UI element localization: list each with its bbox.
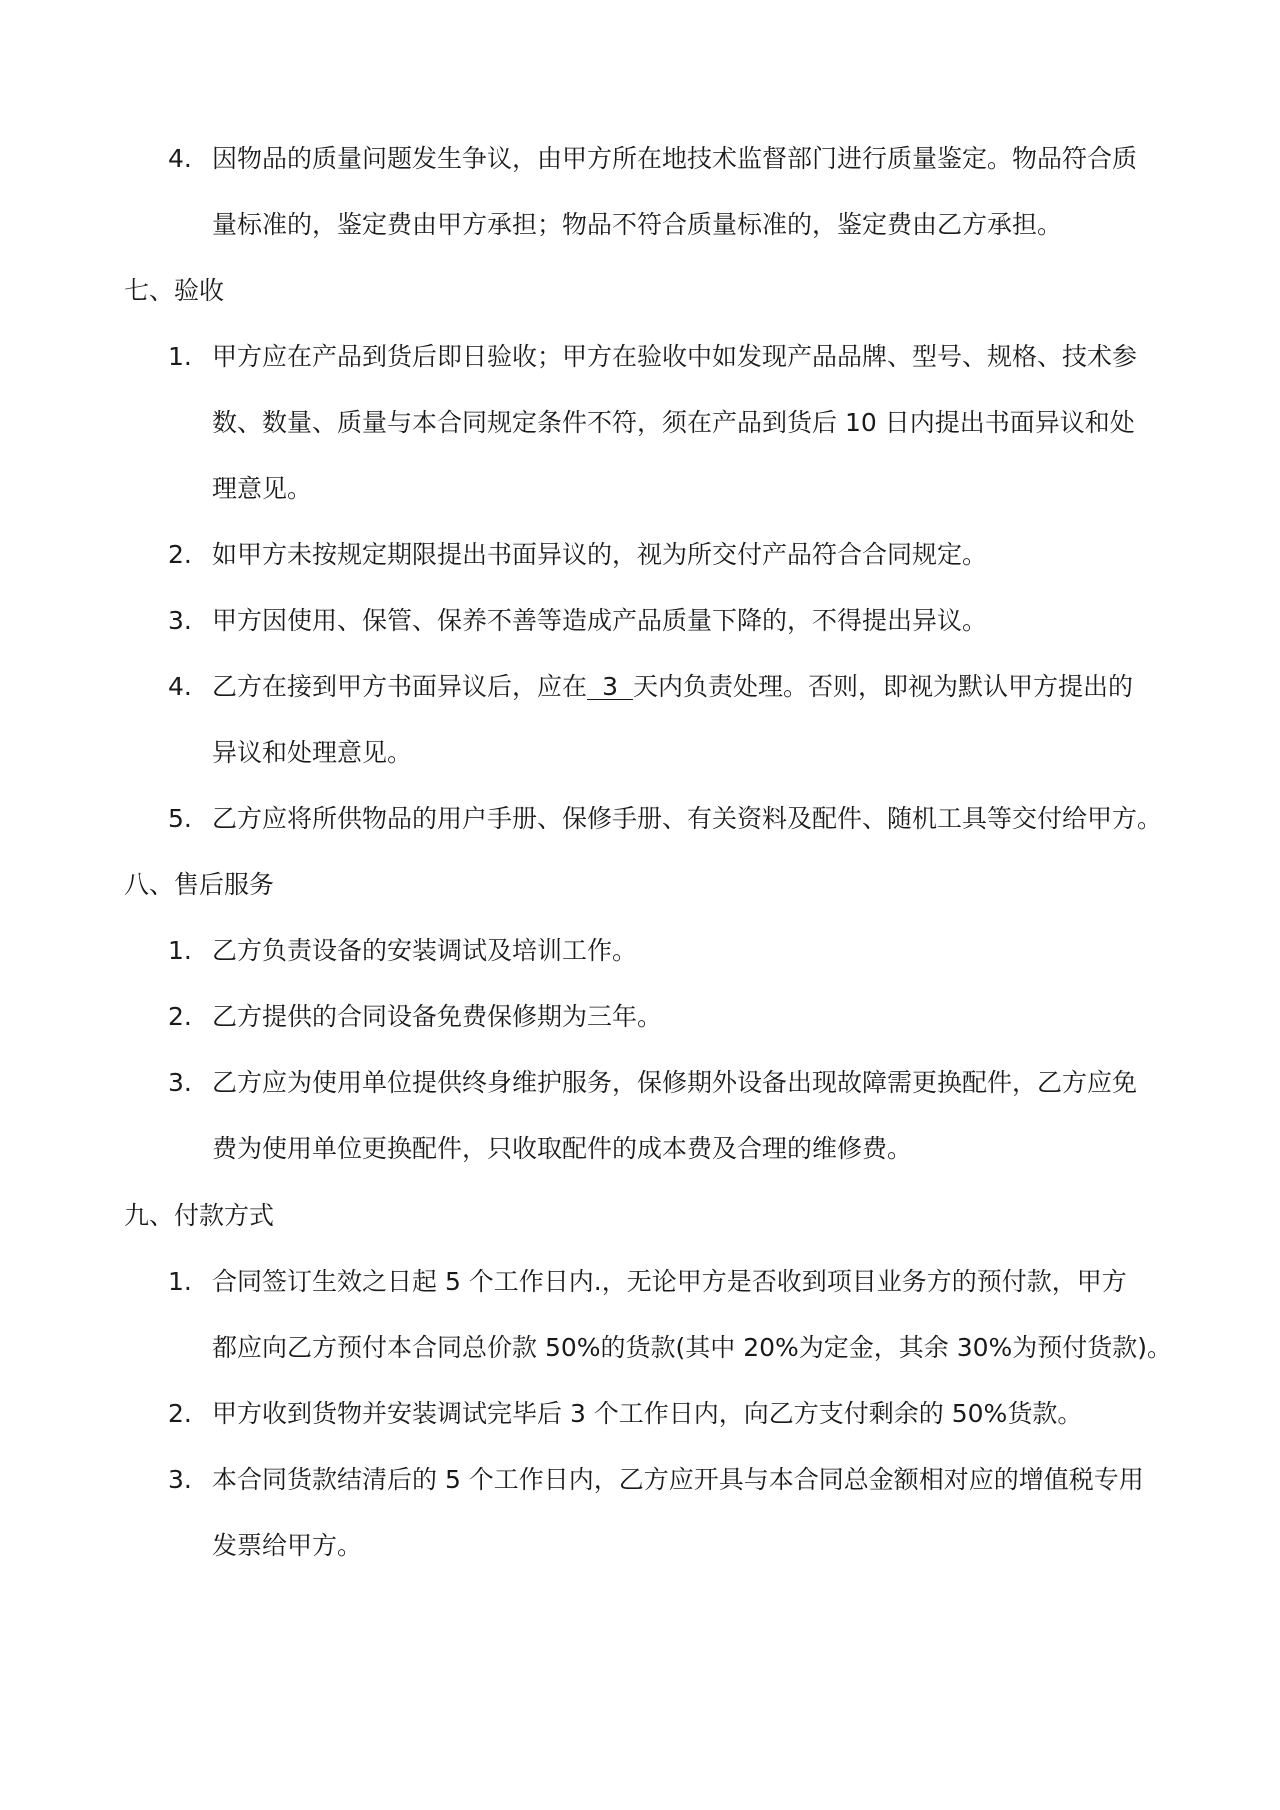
item-line: 都应向乙方预付本合同总价款 50%的货款(其中 20%为定金，其余 30%为预付货款)。 (212, 1333, 1173, 1362)
item-number: 2. (168, 540, 192, 569)
item-text (212, 918, 1212, 984)
item-line: 乙方应为使用单位提供终身维护服务，保修期外设备出现故障需更换配件，乙方应免 (212, 1068, 1138, 1097)
item-text (212, 1249, 1212, 1381)
item-number: 1. (168, 936, 192, 965)
item-line: 如甲方未按规定期限提出书面异议的，视为所交付产品符合合同规定。 (212, 540, 988, 569)
item-line: 发票给甲方。 (212, 1531, 363, 1560)
item-line: 量标准的，鉴定费由甲方承担；物品不符合质量标准的，鉴定费由乙方承担。 (212, 210, 1063, 239)
item-line: 本合同货款结清后的 5 个工作日内，乙方应开具与本合同总金额相对应的增值税专用 (212, 1465, 1144, 1494)
item-line: 乙方负责设备的安装调试及培训工作。 (212, 936, 638, 965)
item-line: 费为使用单位更换配件，只收取配件的成本费及合理的维修费。 (212, 1134, 913, 1163)
item-text (212, 1447, 1212, 1579)
item-text (212, 324, 1212, 522)
item-number: 4. (168, 672, 192, 701)
item-number: 3. (168, 1465, 192, 1494)
item-text (212, 984, 1212, 1050)
item-number: 4. (168, 144, 192, 173)
item-text (212, 1050, 1212, 1182)
item-line: 甲方因使用、保管、保养不善等造成产品质量下降的，不得提出异议。 (212, 606, 988, 635)
item-line: 因物品的质量问题发生争议，由甲方所在地技术监督部门进行质量鉴定。物品符合质 (212, 144, 1138, 173)
item-line: 理意见。 (212, 474, 313, 503)
item-line: 数、数量、质量与本合同规定条件不符，须在产品到货后 10 日内提出书面异议和处 (212, 408, 1135, 437)
item-number: 3. (168, 1068, 192, 1097)
item-line: 异议和处理意见。 (212, 738, 413, 767)
item-number: 5. (168, 804, 192, 833)
section9-heading: 九、付款方式 (124, 1201, 275, 1230)
item-line-post: 天内负责处理。否则，即视为默认甲方提出的 (633, 672, 1134, 701)
item-line (212, 654, 1212, 720)
item-line: 乙方应将所供物品的用户手册、保修手册、有关资料及配件、随机工具等交付给甲方。 (212, 804, 1163, 833)
fill-in-blank-days: 3 (587, 675, 633, 700)
section7-heading: 七、验收 (124, 276, 225, 305)
item-number: 1. (168, 342, 192, 371)
item-line-pre: 乙方在接到甲方书面异议后，应在 (212, 672, 588, 701)
item-text (212, 1381, 1212, 1447)
item-line: 合同签订生效之日起 5 个工作日内.，无论甲方是否收到项目业务方的预付款，甲方 (212, 1267, 1127, 1296)
item-line: 乙方提供的合同设备免费保修期为三年。 (212, 1002, 663, 1031)
item-text (212, 654, 1212, 786)
section8-heading: 八、售后服务 (124, 870, 275, 899)
item-text (212, 522, 1212, 588)
item-text (212, 588, 1212, 654)
item-line: 甲方应在产品到货后即日验收；甲方在验收中如发现产品品牌、型号、规格、技术参 (212, 342, 1138, 371)
item-line: 甲方收到货物并安装调试完毕后 3 个工作日内，向乙方支付剩余的 50%货款。 (212, 1399, 1083, 1428)
item-number: 2. (168, 1399, 192, 1428)
item-number: 3. (168, 606, 192, 635)
item-number: 1. (168, 1267, 192, 1296)
item-text (212, 126, 1212, 258)
item-number: 2. (168, 1002, 192, 1031)
item-text (212, 786, 1212, 852)
